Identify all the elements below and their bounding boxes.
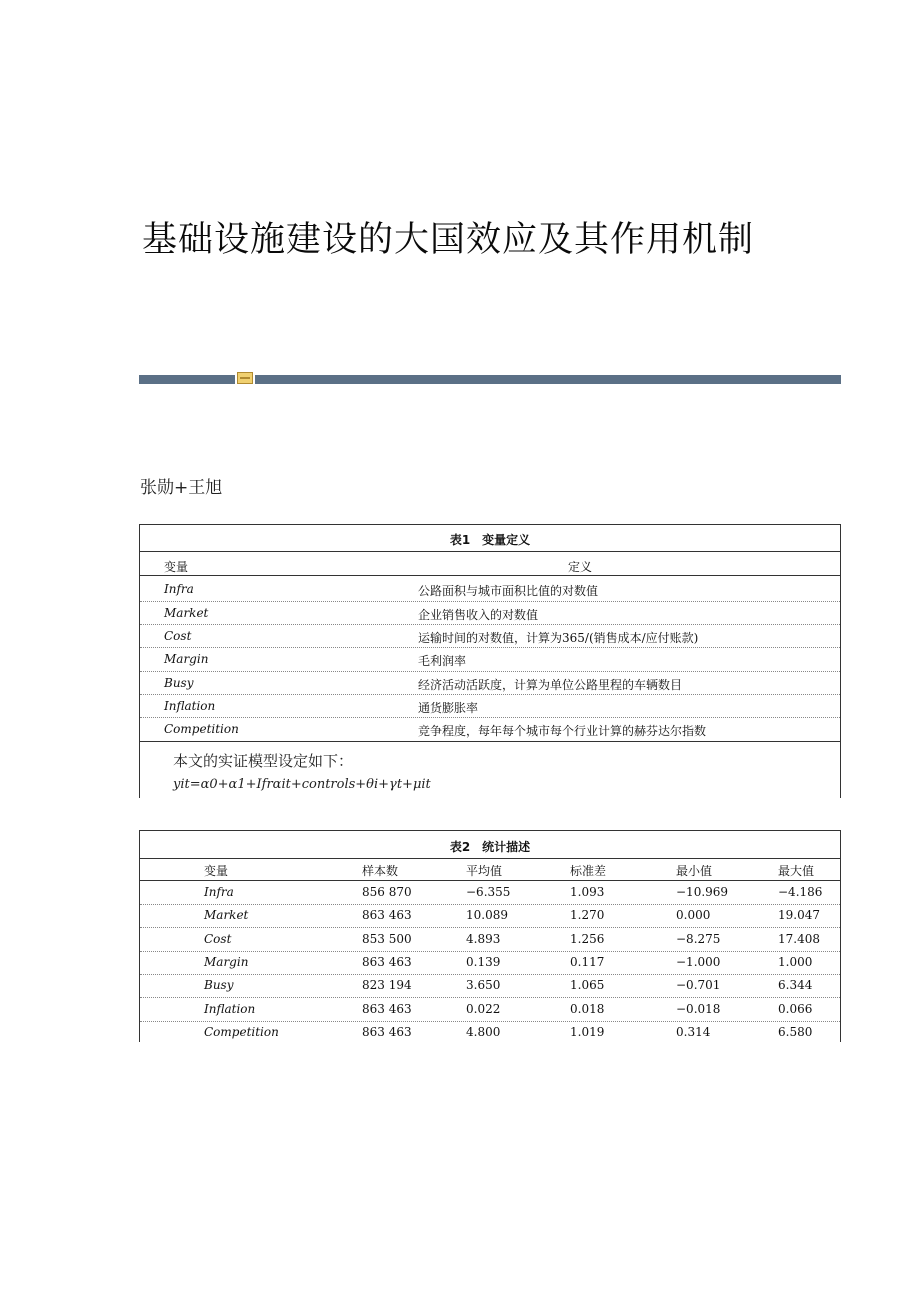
- table2-header-n: 样本数: [362, 864, 399, 878]
- table2-max: 19.047: [778, 908, 820, 923]
- row-divider: [140, 671, 840, 672]
- envelope-icon: [237, 372, 253, 384]
- table1-var: Margin: [164, 652, 209, 666]
- table2-n: 853 500: [362, 931, 412, 946]
- table1-var: Inflation: [164, 699, 216, 713]
- table1-def: 毛利润率: [418, 654, 467, 668]
- table2-caption: 表2 统计描述: [449, 840, 531, 854]
- table2-header-variable: 变量: [204, 864, 229, 878]
- table2-header-mean: 平均值: [466, 864, 503, 878]
- table2-n: 823 194: [362, 978, 412, 993]
- table2-header-max: 最大值: [778, 864, 815, 878]
- title-divider-right: [255, 375, 841, 384]
- table2-header-sd: 标准差: [570, 864, 607, 878]
- table1-def: 经济活动活跃度，计算为单位公路里程的车辆数目: [418, 678, 683, 692]
- table2-n: 863 463: [362, 1024, 412, 1039]
- row-divider: [140, 717, 840, 718]
- table2-min: −0.701: [676, 978, 721, 993]
- table1-top-rule: [140, 551, 840, 552]
- table2-mean: 0.022: [466, 1001, 501, 1016]
- table2-mean: 0.139: [466, 954, 501, 969]
- table1-def: 通货膨胀率: [418, 701, 479, 715]
- row-divider: [140, 694, 840, 695]
- table2-mean: 10.089: [466, 908, 508, 923]
- table1-header-variable: 变量: [164, 560, 189, 574]
- table1-var: Infra: [164, 582, 194, 596]
- table2-min: −10.969: [676, 885, 729, 899]
- table2-min: −8.275: [676, 931, 721, 946]
- row-divider: [140, 951, 840, 952]
- row-divider: [140, 1021, 840, 1022]
- authors: 张勋+王旭: [140, 478, 223, 498]
- table2-min: 0.000: [676, 908, 711, 923]
- table1-caption: 表1 变量定义: [449, 533, 531, 547]
- table2-sd: 0.018: [570, 1001, 605, 1016]
- table1-def: 运输时间的对数值，计算为365/(销售成本/应付账款): [418, 631, 699, 645]
- table2-max: 6.580: [778, 1024, 813, 1039]
- row-divider: [140, 997, 840, 998]
- table2-mean: 4.893: [466, 931, 501, 946]
- table2-mean: −6.355: [466, 885, 511, 899]
- table1-var: Cost: [164, 629, 192, 643]
- table2-mean: 4.800: [466, 1024, 501, 1039]
- row-divider: [140, 647, 840, 648]
- table2-sd: 1.093: [570, 885, 605, 899]
- table1-def: 企业销售收入的对数值: [418, 608, 539, 622]
- table2-sd: 1.270: [570, 908, 605, 923]
- title-divider-left: [139, 375, 235, 384]
- table2-n: 863 463: [362, 908, 412, 923]
- table2-var: Margin: [204, 954, 249, 969]
- table2-var: Cost: [204, 931, 232, 946]
- table2-top-rule: [140, 858, 840, 859]
- table2-min: 0.314: [676, 1024, 711, 1039]
- row-divider: [140, 601, 840, 602]
- table2-max: 0.066: [778, 1001, 813, 1016]
- table2-n: 856 870: [362, 885, 412, 899]
- table2-mean: 3.650: [466, 978, 501, 993]
- document-title: 基础设施建设的大国效应及其作用机制: [142, 220, 755, 260]
- table2-max: −4.186: [778, 885, 823, 899]
- table2-max: 6.344: [778, 978, 813, 993]
- model-formula: yit=α0+α1+Ifrαit+controls+θi+γt+μit: [173, 777, 431, 792]
- table2-sd: 1.019: [570, 1024, 605, 1039]
- table1-header-rule: [140, 575, 840, 576]
- row-divider: [140, 624, 840, 625]
- table2-var: Competition: [204, 1024, 279, 1039]
- table1-def: 竞争程度，每年每个城市每个行业计算的赫芬达尔指数: [418, 724, 707, 738]
- table1-var: Market: [164, 606, 209, 620]
- table-variable-definitions: [139, 524, 841, 798]
- model-intro-text: 本文的实证模型设定如下：: [173, 752, 354, 770]
- table2-min: −0.018: [676, 1001, 721, 1016]
- table2-header-rule: [140, 880, 840, 881]
- table2-n: 863 463: [362, 954, 412, 969]
- table-descriptive-statistics: [139, 830, 841, 1042]
- table2-sd: 1.256: [570, 931, 605, 946]
- table2-sd: 1.065: [570, 978, 605, 993]
- row-divider: [140, 974, 840, 975]
- row-divider: [140, 927, 840, 928]
- table2-sd: 0.117: [570, 954, 605, 969]
- table2-n: 863 463: [362, 1001, 412, 1016]
- table2-header-min: 最小值: [676, 864, 713, 878]
- table2-var: Infra: [204, 885, 234, 899]
- table2-var: Busy: [204, 978, 234, 993]
- table2-var: Market: [204, 908, 249, 923]
- row-divider: [140, 904, 840, 905]
- table2-min: −1.000: [676, 954, 721, 969]
- table2-max: 1.000: [778, 954, 813, 969]
- table1-bottom-rule: [140, 741, 840, 742]
- table1-header-definition: 定义: [568, 560, 593, 574]
- table2-max: 17.408: [778, 931, 820, 946]
- table1-var: Busy: [164, 676, 194, 690]
- table2-var: Inflation: [204, 1001, 256, 1016]
- table1-var: Competition: [164, 722, 239, 736]
- table1-def: 公路面积与城市面积比值的对数值: [418, 584, 599, 598]
